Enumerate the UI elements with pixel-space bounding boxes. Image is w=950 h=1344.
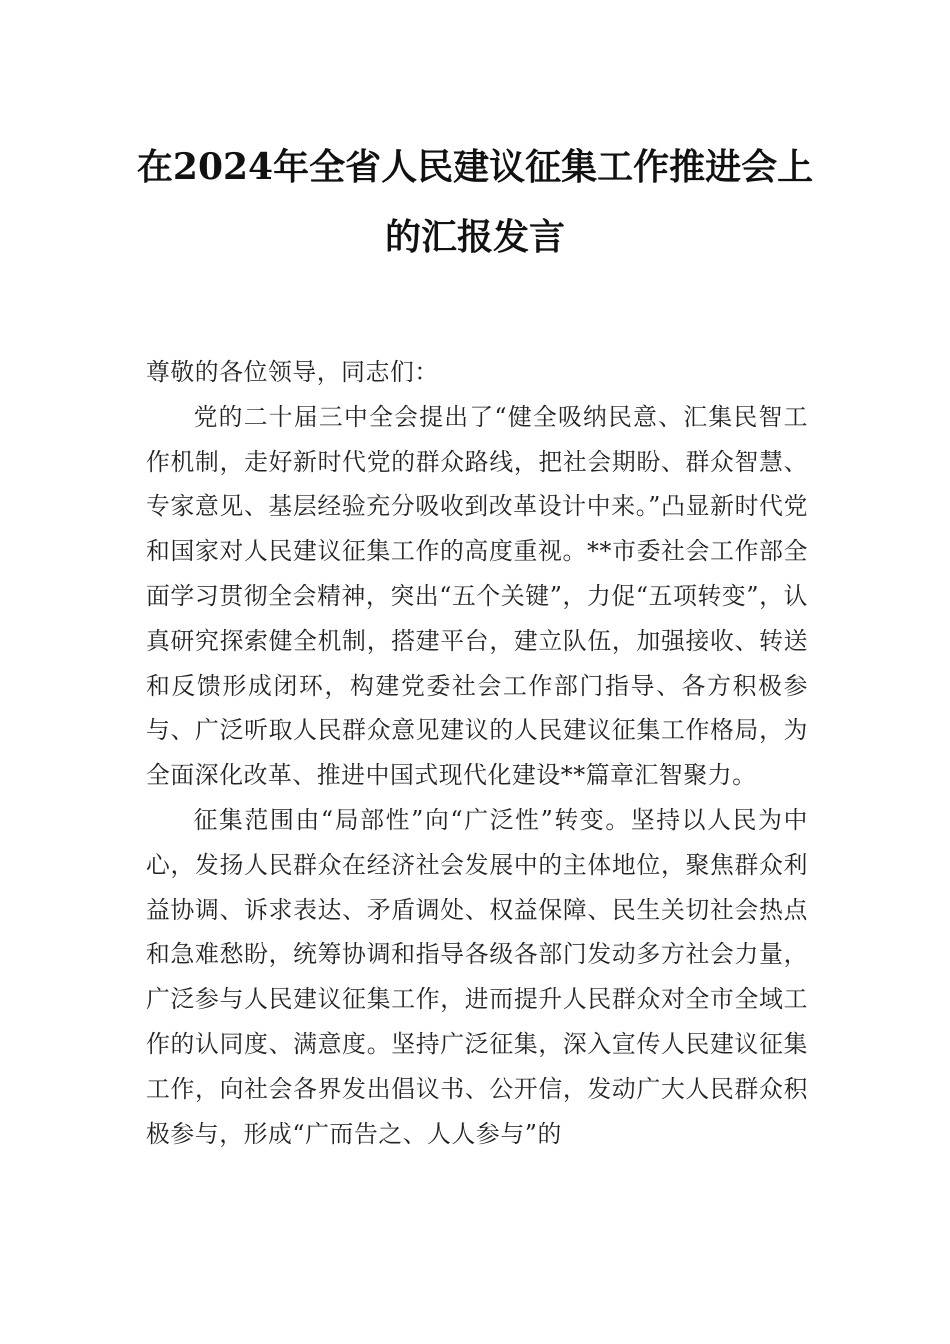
paragraph-1: 党的二十届三中全会提出了“健全吸纳民意、汇集民智工作机制，走好新时代党的群众路线，把社会期盼、群众智慧、专家意见、基层经验充分吸收到改革设计中来。”凸显新时代党和国家对人民建议征集工作的高度重视。**市委社会工作部全面学习贯彻全会精神，突出“五个关键”，力促“五项转变”，认真研究探索健全机制，搭建平台，建立队伍，加强接收、转送和反馈形成闭环，构建党委社会工作部门指导、各方积极参与、广泛听取人民群众意见建议的人民建议征集工作格局，为全面深化改革、推进中国式现代化建设**篇章汇智聚力。	[146, 402, 808, 790]
salutation: 尊敬的各位领导，同志们：	[146, 358, 439, 386]
paragraph-2: 征集范围由“局部性”向“广泛性”转变。坚持以人民为中心，发扬人民群众在经济社会发展中的主体地位，聚焦群众利益协调、诉求表达、矛盾调处、权益保障、民生关切社会热点和急难愁盼，统筹协调和指导各级各部门发动多方社会力量，广泛参与人民建议征集工作，进而提升人民群众对全市全域工作的认同度、满意度。坚持广泛征集，深入宣传人民建议征集工作，向社会各界发出倡议书、公开信，发动广大人民群众积极参与，形成“广而告之、人人参与”的	[146, 805, 808, 1148]
document-title-line-2: 的汇报发言	[384, 216, 565, 258]
document-body	[146, 350, 808, 1156]
document-title-line-1: 在2024年全省人民建议征集工作推进会上	[136, 146, 814, 188]
